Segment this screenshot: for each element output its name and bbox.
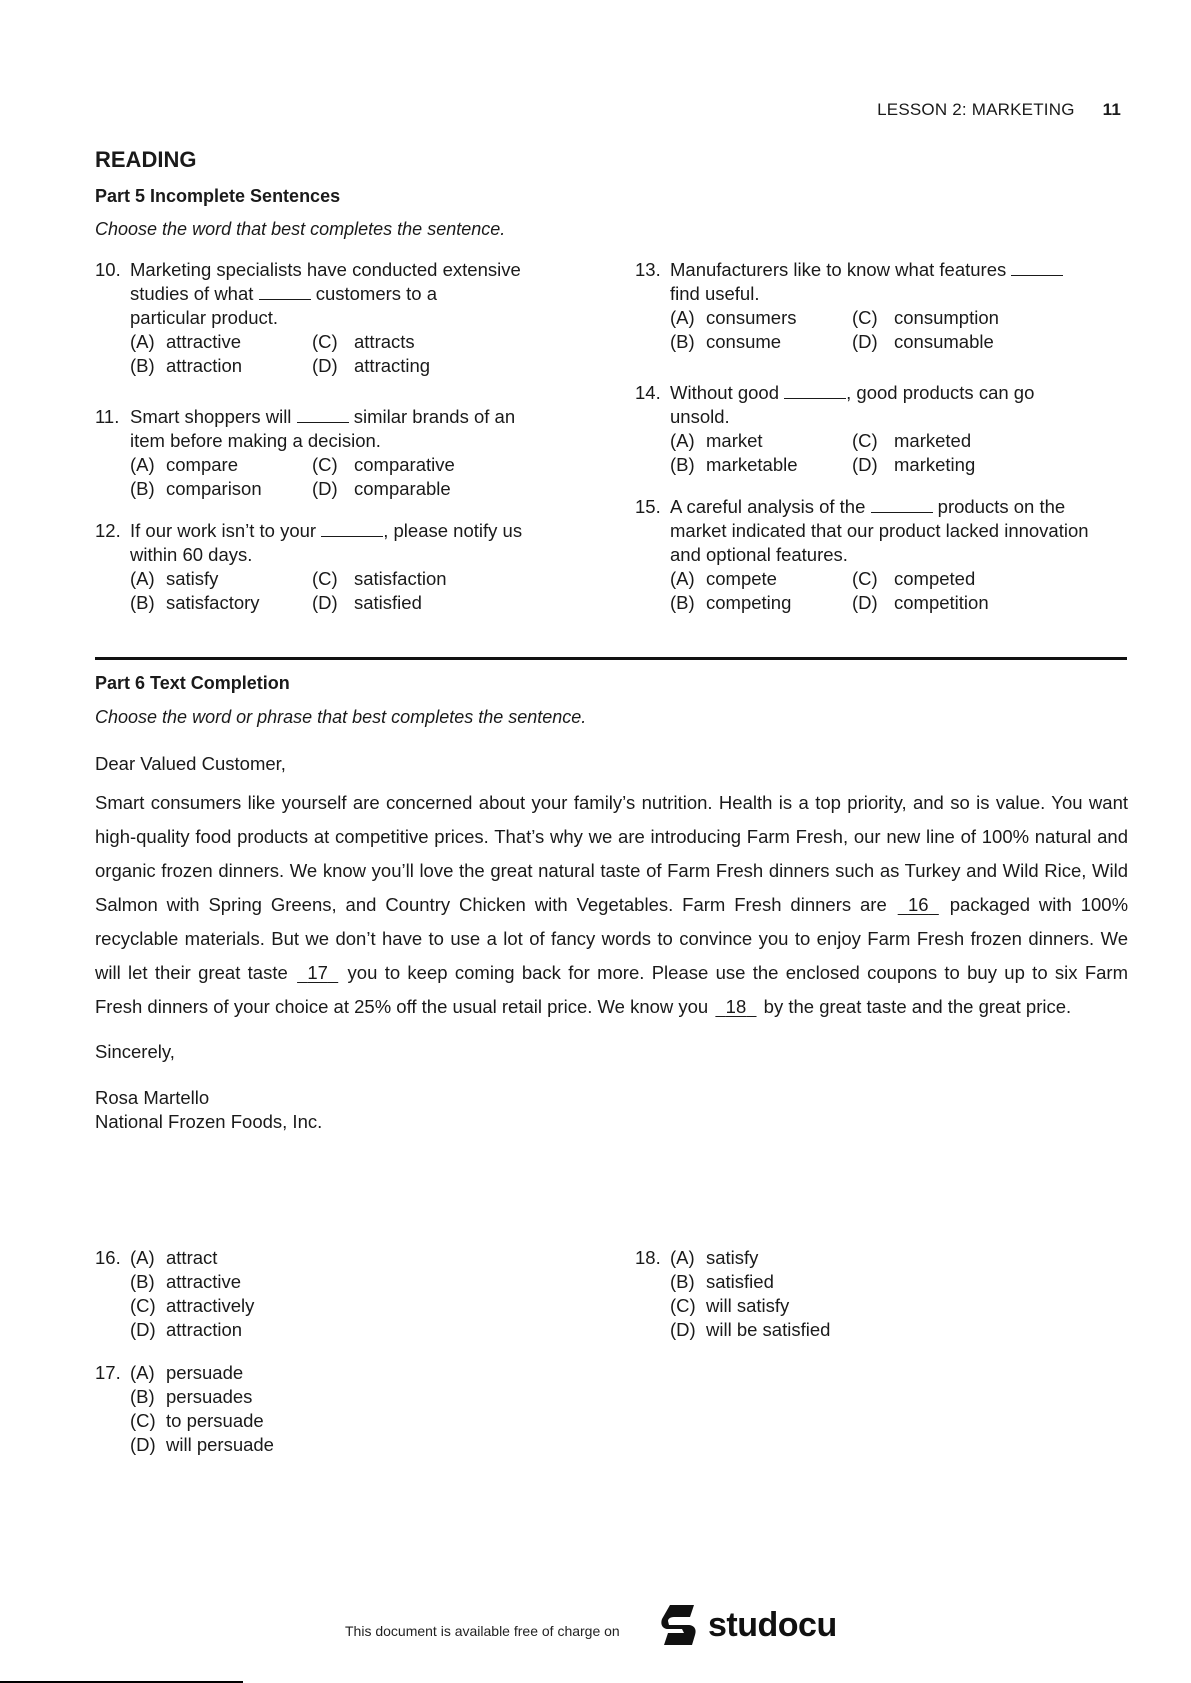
question-stem (130, 405, 515, 453)
section-title: READING (95, 147, 197, 172)
running-header (877, 100, 1121, 120)
option-letter: (B) (670, 1271, 695, 1292)
question-number: 10. (95, 259, 121, 280)
option-letter: (A) (130, 568, 155, 589)
option-text: will satisfy (706, 1295, 790, 1316)
signer-name: Rosa Martello (95, 1087, 210, 1108)
question-18 (635, 1246, 830, 1342)
stem-line: products on the (937, 496, 1066, 517)
question-number: 14. (635, 382, 661, 403)
option-c[interactable] (130, 1294, 254, 1318)
option-b[interactable] (670, 591, 852, 615)
option-letter: (C) (312, 568, 338, 589)
answer-blank (1011, 259, 1063, 276)
stem-line: and optional features. (670, 544, 848, 565)
option-d[interactable] (312, 354, 521, 378)
stem-line: customers to a (315, 283, 438, 304)
stem-line: find useful. (670, 283, 760, 304)
stem-line: item before making a decision. (130, 430, 381, 451)
options (130, 330, 521, 378)
options (130, 1246, 254, 1342)
letter (95, 752, 1128, 1134)
option-letter: (A) (670, 1247, 695, 1268)
studocu-logo-icon (660, 1603, 698, 1647)
option-c[interactable] (670, 1294, 830, 1318)
option-b[interactable] (670, 453, 852, 477)
question-16 (95, 1246, 254, 1342)
option-text: persuades (166, 1386, 253, 1407)
question-10 (95, 258, 521, 378)
option-text: consume (706, 331, 782, 352)
stem-line: unsold. (670, 406, 730, 427)
option-text: consumers (706, 307, 797, 328)
option-text: marketed (894, 430, 972, 451)
option-letter: (C) (852, 568, 878, 589)
option-c[interactable] (852, 306, 1063, 330)
option-text: market (706, 430, 763, 451)
option-letter: (D) (312, 355, 338, 376)
option-letter: (A) (130, 454, 155, 475)
option-d[interactable] (312, 591, 522, 615)
option-letter: (D) (852, 592, 878, 613)
question-stem (670, 381, 1034, 429)
option-text: satisfy (706, 1247, 759, 1268)
option-letter: (D) (312, 592, 338, 613)
options (670, 1246, 830, 1342)
option-letter: (C) (852, 307, 878, 328)
stem-line: Smart shoppers will (130, 406, 292, 427)
question-17 (95, 1361, 274, 1457)
question-11 (95, 405, 515, 501)
option-c[interactable] (130, 1409, 274, 1433)
option-c[interactable] (312, 453, 515, 477)
blank-16[interactable] (896, 888, 941, 922)
option-letter: (A) (130, 331, 155, 352)
options (670, 306, 1063, 354)
options (130, 567, 522, 615)
option-b[interactable] (670, 330, 852, 354)
option-letter: (C) (130, 1295, 156, 1316)
option-text: satisfactory (166, 592, 260, 613)
option-letter: (B) (130, 1271, 155, 1292)
option-text: to persuade (166, 1410, 264, 1431)
blank-number: 17 (307, 962, 328, 983)
option-text: competed (894, 568, 976, 589)
option-d[interactable] (130, 1318, 254, 1342)
question-number: 17. (95, 1362, 121, 1383)
option-text: marketing (894, 454, 976, 475)
question-stem (130, 258, 521, 330)
answer-blank (259, 283, 311, 300)
stem-line: similar brands of an (353, 406, 516, 427)
letter-body (95, 786, 1128, 1024)
section-divider (95, 657, 1127, 660)
option-letter: (B) (130, 478, 155, 499)
option-d[interactable] (852, 330, 1063, 354)
option-a[interactable] (130, 330, 312, 354)
question-stem (670, 258, 1063, 306)
option-b[interactable] (670, 1270, 830, 1294)
part5-title: Part 5 Incomplete Sentences (95, 186, 341, 206)
question-number: 15. (635, 496, 661, 517)
option-letter: (C) (130, 1410, 156, 1431)
question-15 (635, 495, 1089, 615)
stem-line: Without good (670, 382, 780, 403)
option-letter: (B) (130, 355, 155, 376)
body-text: packaged with 100% recyclable materials. But we don’t have to use a lot of fancy words to convince you to enjoy Farm Fresh frozen dinners. We will let their great taste (95, 894, 1129, 983)
studocu-logo[interactable] (660, 1603, 837, 1647)
studocu-wordmark: studocu (708, 1605, 837, 1644)
option-letter: (B) (130, 592, 155, 613)
option-text: comparable (354, 478, 451, 499)
option-text: consumable (894, 331, 994, 352)
option-letter: (D) (130, 1434, 156, 1455)
part6-title: Part 6 Text Completion (95, 673, 290, 693)
option-letter: (B) (670, 331, 695, 352)
options (130, 453, 515, 501)
option-a[interactable] (670, 1246, 830, 1270)
option-b[interactable] (130, 354, 312, 378)
option-letter: (A) (130, 1362, 155, 1383)
option-text: comparative (354, 454, 455, 475)
option-text: satisfy (166, 568, 219, 589)
option-text: competition (894, 592, 989, 613)
option-letter: (C) (852, 430, 878, 451)
option-text: marketable (706, 454, 798, 475)
option-text: satisfied (354, 592, 422, 613)
question-14 (635, 381, 1034, 477)
option-text: will be satisfied (706, 1319, 831, 1340)
stem-line: A careful analysis of the (670, 496, 866, 517)
blank-number: 16 (907, 894, 929, 915)
option-text: consumption (894, 307, 999, 328)
option-d[interactable] (130, 1433, 274, 1457)
option-a[interactable] (130, 1361, 274, 1385)
stem-line: studies of what (130, 283, 254, 304)
stem-line: , good products can go (846, 382, 1035, 403)
stem-line: If our work isn’t to your (130, 520, 317, 541)
salutation: Dear Valued Customer, (95, 753, 286, 774)
option-letter: (A) (670, 430, 695, 451)
options (670, 429, 1034, 477)
option-c[interactable] (312, 330, 521, 354)
option-a[interactable] (130, 453, 312, 477)
option-text: satisfaction (354, 568, 447, 589)
options (670, 567, 1089, 615)
body-text: Smart consumers like yourself are concerned about your family’s nutrition. Health is a top priority, and so is value. You want high-quality food products at competitive prices. That’s why we are introducing Farm Fresh, our new line of 100% natural and organic frozen dinners. We know you’ll love the great natural taste of Farm Fresh dinners such as Turkey and Wild Rice, Wild Salmon with Spring Greens, and Country Chicken with Vegetables. Farm Fresh dinners are (95, 792, 1128, 915)
blank-18[interactable] (713, 990, 758, 1024)
option-letter: (D) (130, 1319, 156, 1340)
answer-blank (321, 520, 383, 537)
stem-line: market indicated that our product lacked innovation (670, 520, 1089, 541)
question-number: 13. (635, 259, 661, 280)
option-a[interactable] (670, 306, 852, 330)
option-text: comparison (166, 478, 262, 499)
option-text: compete (706, 568, 777, 589)
option-c[interactable] (852, 429, 1034, 453)
option-letter: (D) (852, 454, 878, 475)
option-text: attractive (166, 331, 242, 352)
closing: Sincerely, (95, 1041, 175, 1062)
option-letter: (C) (670, 1295, 696, 1316)
option-b[interactable] (130, 1385, 274, 1409)
answer-blank (297, 406, 349, 423)
option-d[interactable] (312, 477, 515, 501)
option-b[interactable] (130, 1270, 254, 1294)
question-number: 16. (95, 1247, 121, 1268)
page-number: 11 (1102, 100, 1121, 119)
stem-line: particular product. (130, 307, 279, 328)
option-text: persuade (166, 1362, 244, 1383)
option-letter: (D) (852, 331, 878, 352)
option-b[interactable] (130, 477, 312, 501)
option-b[interactable] (130, 591, 312, 615)
option-text: attractive (166, 1271, 242, 1292)
blank-17[interactable] (295, 956, 340, 990)
question-stem (130, 519, 522, 567)
option-letter: (D) (312, 478, 338, 499)
option-letter: (A) (670, 307, 695, 328)
option-d[interactable] (852, 591, 1089, 615)
answer-blank (784, 382, 846, 399)
option-a[interactable] (670, 567, 852, 591)
body-text: you to keep coming back for more. Please use the enclosed coupons to buy up to six Farm Fresh dinners of your choice at 25% off the usual retail price. We know you (95, 962, 1129, 1017)
option-letter: (A) (130, 1247, 155, 1268)
option-letter: (D) (670, 1319, 696, 1340)
option-text: competing (706, 592, 792, 613)
question-number: 12. (95, 520, 121, 541)
option-letter: (A) (670, 568, 695, 589)
option-text: attracting (354, 355, 431, 376)
options (130, 1361, 274, 1457)
stem-line: within 60 days. (130, 544, 253, 565)
option-c[interactable] (852, 567, 1089, 591)
option-text: attraction (166, 1319, 243, 1340)
part6-instructions: Choose the word or phrase that best completes the sentence. (95, 707, 587, 727)
option-d[interactable] (852, 453, 1034, 477)
option-text: will persuade (166, 1434, 274, 1455)
stem-line: , please notify us (383, 520, 523, 541)
question-13 (635, 258, 1063, 354)
option-text: attract (166, 1247, 218, 1268)
option-letter: (B) (670, 592, 695, 613)
option-letter: (B) (130, 1386, 155, 1407)
stem-line: Marketing specialists have conducted extensive (130, 259, 521, 280)
option-text: attraction (166, 355, 243, 376)
option-letter: (B) (670, 454, 695, 475)
option-text: attractively (166, 1295, 255, 1316)
option-text: satisfied (706, 1271, 774, 1292)
question-number: 18. (635, 1247, 661, 1268)
question-number: 11. (95, 406, 120, 427)
question-12 (95, 519, 522, 615)
lesson-title: LESSON 2: MARKETING (877, 100, 1075, 119)
option-a[interactable] (130, 1246, 254, 1270)
blank-number: 18 (725, 996, 747, 1017)
option-text: attracts (354, 331, 415, 352)
question-stem (670, 495, 1089, 567)
option-a[interactable] (130, 567, 312, 591)
option-letter: (C) (312, 331, 338, 352)
body-text: by the great taste and the great price. (763, 996, 1072, 1017)
option-text: compare (166, 454, 238, 475)
option-a[interactable] (670, 429, 852, 453)
signer-company: National Frozen Foods, Inc. (95, 1111, 323, 1132)
footer-notice: This document is available free of charge on (345, 1623, 620, 1639)
answer-blank (871, 496, 933, 513)
option-d[interactable] (670, 1318, 830, 1342)
option-letter: (C) (312, 454, 338, 475)
part5-instructions: Choose the word that best completes the sentence. (95, 219, 506, 239)
stem-line: Manufacturers like to know what features (670, 259, 1007, 280)
option-c[interactable] (312, 567, 522, 591)
